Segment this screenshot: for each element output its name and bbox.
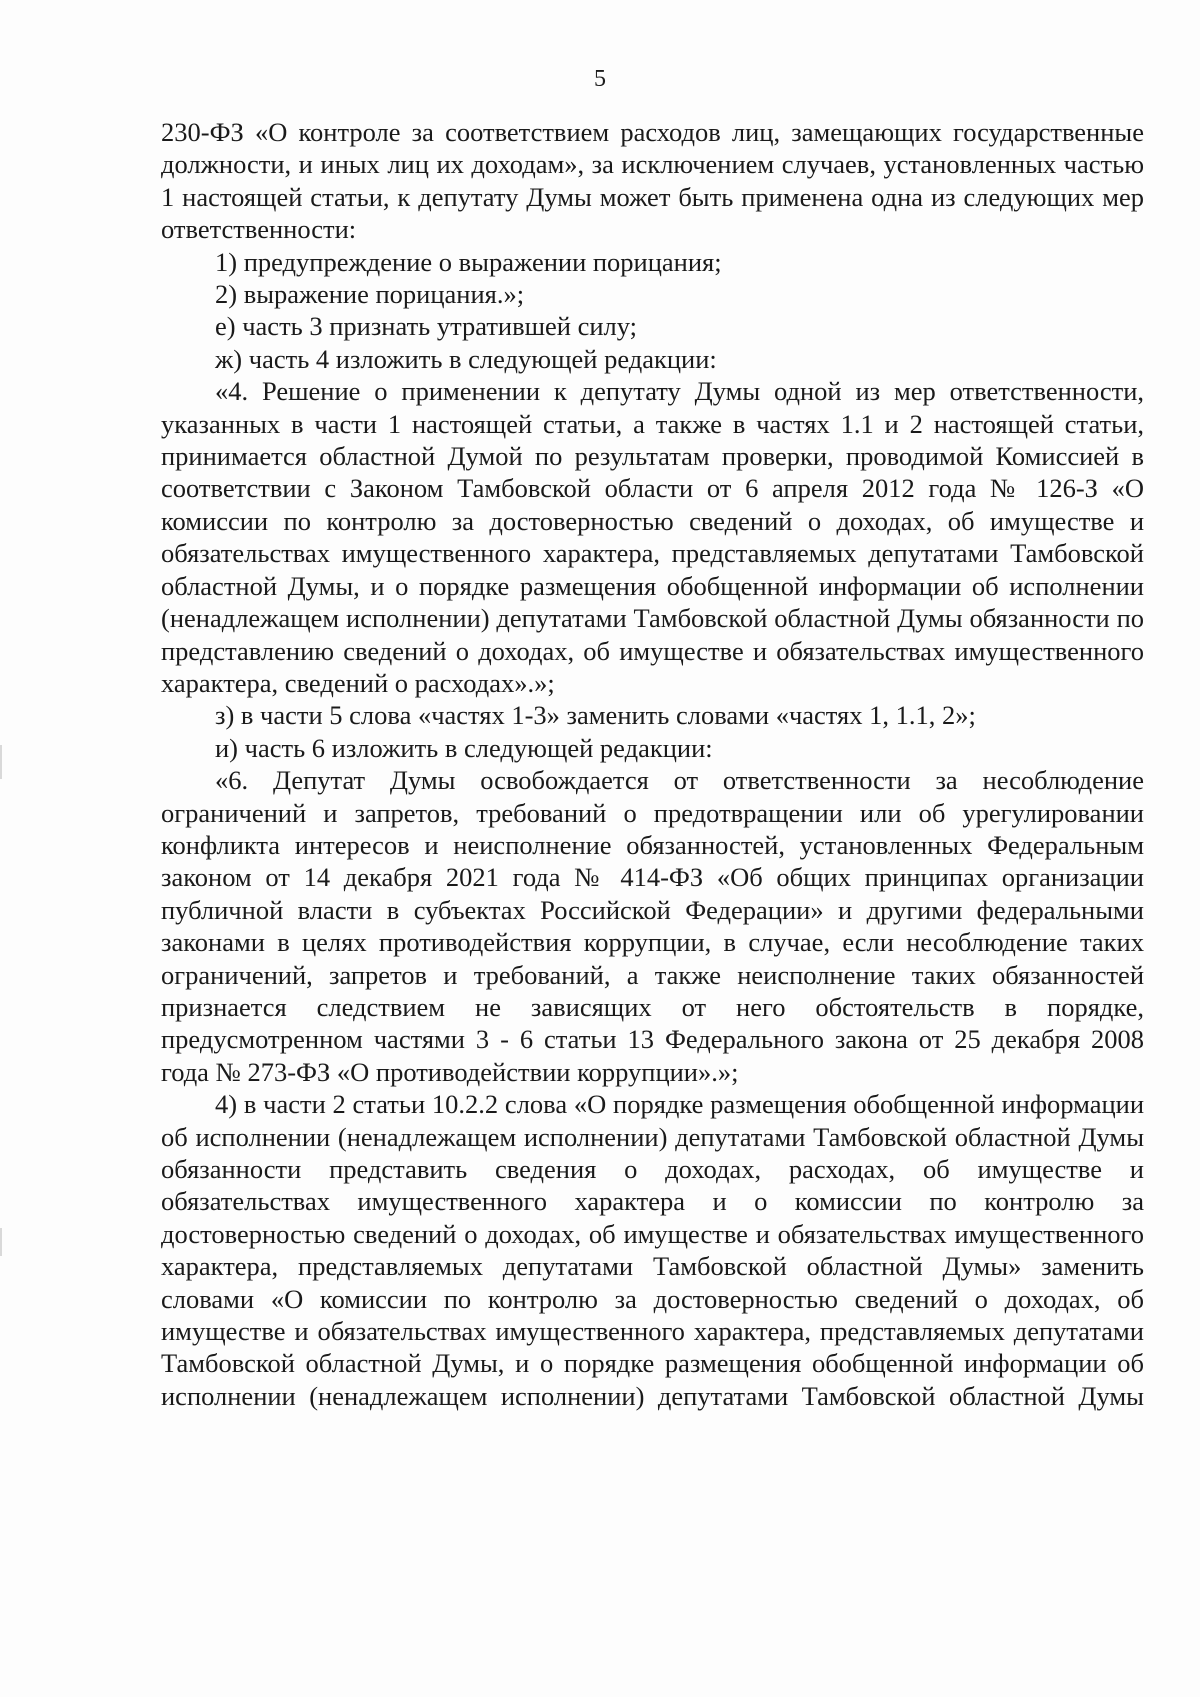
clause-zh: ж) часть 4 изложить в следующей редакции: — [215, 343, 717, 374]
clause-e: е) часть 3 признать утратившей силу; — [215, 311, 638, 342]
page-number: 5 — [594, 66, 606, 92]
list-item-1: 1) предупреждение о выражении порицания; — [215, 246, 722, 277]
part-6-text: «6. Депутат Думы освобождается от ответственности за несоблюдение ограничений и запретов, требований о предотвращении или об урегулировании конфликта интересов и неисполнение обязанностей, установленных Федеральным законом от 14 декабря 2021 года № 414-ФЗ «Об общих принципах организации публичной власти в субъектах Российской Федерации» и другими федеральными законами в целях противодействия коррупции, в случае, если несоблюдение таких ограничений, запретов и требований, а также неисполнение таких обязанностей признается следствием не зависящих от него обстоятельств в порядке, предусмотренном частями 3 - 6 статьи 13 Федерального закона от 25 декабря 2008 года № 273-ФЗ «О противодействии коррупции».»; — [161, 765, 1144, 1087]
clause-z: з) в части 5 слова «частях 1-3» заменить словами «частях 1, 1.1, 2»; — [215, 700, 976, 731]
part-4-text: «4. Решение о применении к депутату Думы одной из мер ответственности, указанных в части 1 настоящей статьи, а также в частях 1.1 и 2 настоящей статьи, принимается областной Думой по результатам проверки, проводимой Комиссией в соответствии с Законом Тамбовской области от 6 апреля 2012 года № 126-З «О комиссии по контролю за достоверностью сведений о доходах, об имуществе и обязательствах имущественного характера, представляемых депутатами Тамбовской областной Думы, и о порядке размещения обобщенной информации об исполнении (ненадлежащем исполнении) депутатами Тамбовской областной Думы обязанности по представлению сведений о доходах, об имуществе и обязательствах имущественного характера, сведений о расходах».»; — [161, 376, 1144, 698]
item-4-text: 4) в части 2 статьи 10.2.2 слова «О порядке размещения обобщенной информации об исполнении (ненадлежащем исполнении) депутатами Тамбовской областной Думы обязанности представить сведения о доходах, расходах, об имуществе и обязательствах имущественного характера и о комиссии по контролю за достоверностью сведений о доходах, об имуществе и обязательствах имущественного характера, представляемых депутатами Тамбовской областной Думы» заменить словами «О комиссии по контролю за достоверностью сведений о доходах, об имуществе и обязательствах имущественного характера, представляемых депутатами Тамбовской областной Думы, и о порядке размещения обобщенной информации об исполнении (ненадлежащем исполнении) депутатами Тамбовской областной Думы — [161, 1089, 1144, 1411]
list-item-2: 2) выражение порицания.»; — [215, 279, 525, 310]
paragraph-continuation: 230-ФЗ «О контроле за соответствием расходов лиц, замещающих государственные должности, и иных лиц их доходам», за исключением случаев, установленных частью 1 настоящей статьи, к депутату Думы может быть применена одна из следующих мер ответственности: — [161, 117, 1144, 245]
scan-edge-mark — [0, 1228, 2, 1256]
document-body — [161, 116, 1144, 1412]
scan-edge-mark — [0, 745, 2, 779]
clause-i: и) часть 6 изложить в следующей редакции: — [215, 732, 713, 763]
